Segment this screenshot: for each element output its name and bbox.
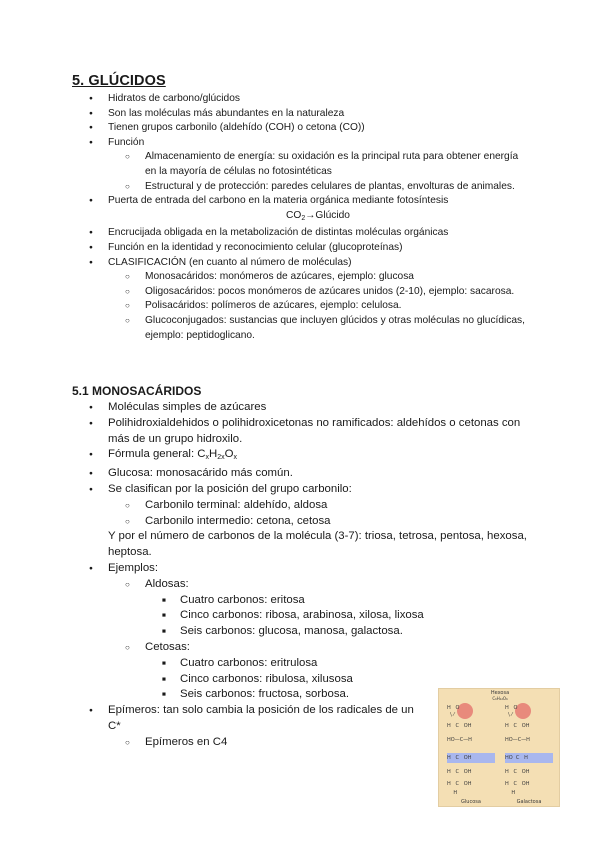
list-item: ● Epímeros: tan solo cambia la posición de los radicales de un C* [88,703,428,735]
sub-sub-list-item: ■ Seis carbonos: fructosa, sorbosa. [160,687,528,703]
list-item: ● Glucosa: monosacárido más común. [88,466,528,482]
list-item: ● Puerta de entrada del carbono en la materia orgánica mediante fotosíntesis [88,194,528,209]
figure-heading: Hexosa C₆H₁₂O₆ [490,690,510,701]
glucose-label: Glucosa [461,799,481,805]
list-item: ● Se clasifican por la posición del grupo carbonilo: [88,482,528,498]
sub-list-item: ○ Estructural y de protección: paredes celulares de plantas, envolturas de animales. [125,180,528,195]
section-title-monosacaridos: 5.1 MONOSACÁRIDOS [72,384,202,398]
sub-list-item: ○ Carbonilo terminal: aldehído, aldosa [125,498,528,514]
sub-sub-list-item: ■ Seis carbonos: glucosa, manosa, galactosa. [160,624,528,640]
sub-sub-list-item: ■ Cinco carbonos: ribosa, arabinosa, xilosa, lixosa [160,608,528,624]
list-item: ● Moléculas simples de azúcares [88,400,528,416]
sub-sub-list-item: ■ Cinco carbonos: ribulosa, xilusosa [160,672,528,688]
sub-list-item: ○ Carbonilo intermedio: cetona, cetosa [125,514,528,530]
epimers-figure: Hexosa C₆H₁₂O₆ H O \ ⁄ H C OH HO—C—H H C OH H C OH H C OH H Glucosa H O \ ⁄ H C OH HO—C—H HO C H H C OH H C OH H Galactosa [438,688,560,807]
section-title-glucidos: 5. GLÚCIDOS [72,73,166,89]
list-item: ● Son las moléculas más abundantes en la naturaleza [88,107,528,122]
sub-list-item: ○ Oligosacáridos: pocos monómeros de azúcares unidos (2-10), ejemplo: sacarosa. [125,285,528,300]
sub-list-item: ○ Cetosas: [125,640,528,656]
sub-sub-list-item: ■ Cuatro carbonos: eritosa [160,593,528,609]
photosynthesis-formula: $CO_2\to Glúcido$ [286,209,350,222]
sub-sub-list-item: ■ Cuatro carbonos: eritrulosa [160,656,528,672]
galactose-label: Galactosa [516,799,542,805]
list-item: ● Hidratos de carbono/glúcidos [88,92,528,107]
list-item: ● Función [88,136,528,151]
sub-list-item: ○ Epímeros en C4 [125,735,528,751]
list-item: ● Ejemplos: [88,561,528,577]
list-item: ● CLASIFICACIÓN (en cuanto al número de moléculas) [88,256,528,271]
sub-list-item: ○ Polisacáridos: polímeros de azúcares, ejemplo: celulosa. [125,299,528,314]
general-formula-item: ● Fórmula general: $C_xH_{2x}O_x$ [88,447,528,466]
list-item: ● Tienen grupos carbonilo (aldehído (COH) o cetona (CO)) [88,121,528,136]
list-item: ● Encrucijada obligada en la metabolización de distintas moléculas orgánicas [88,226,528,241]
list-item: ● Polihidroxialdehidos o polihidroxicetonas no ramificados: aldehídos o cetonas con más de un grupo hidroxilo. [88,416,528,448]
glucidos-list [88,92,528,343]
sub-list-item: ○ Monosacáridos: monómeros de azúcares, ejemplo: glucosa [125,270,528,285]
list-item: ● Función en la identidad y reconocimiento celular (glucoproteínas) [88,241,528,256]
sub-list-item: ○ Glucoconjugados: sustancias que incluyen glúcidos y otras moléculas no glucídicas, ejemplo: peptidoglicano. [125,314,528,343]
sub-list-item: ○ Aldosas: [125,577,528,593]
sub-list-item: ○ Almacenamiento de energía: su oxidación es la principal ruta para obtener energía en la mayoría de células no fotosintéticas [125,150,528,179]
carbon-count-note: Y por el número de carbonos de la molécula (3-7): triosa, tetrosa, pentosa, hexosa, heptosa. [108,530,527,559]
